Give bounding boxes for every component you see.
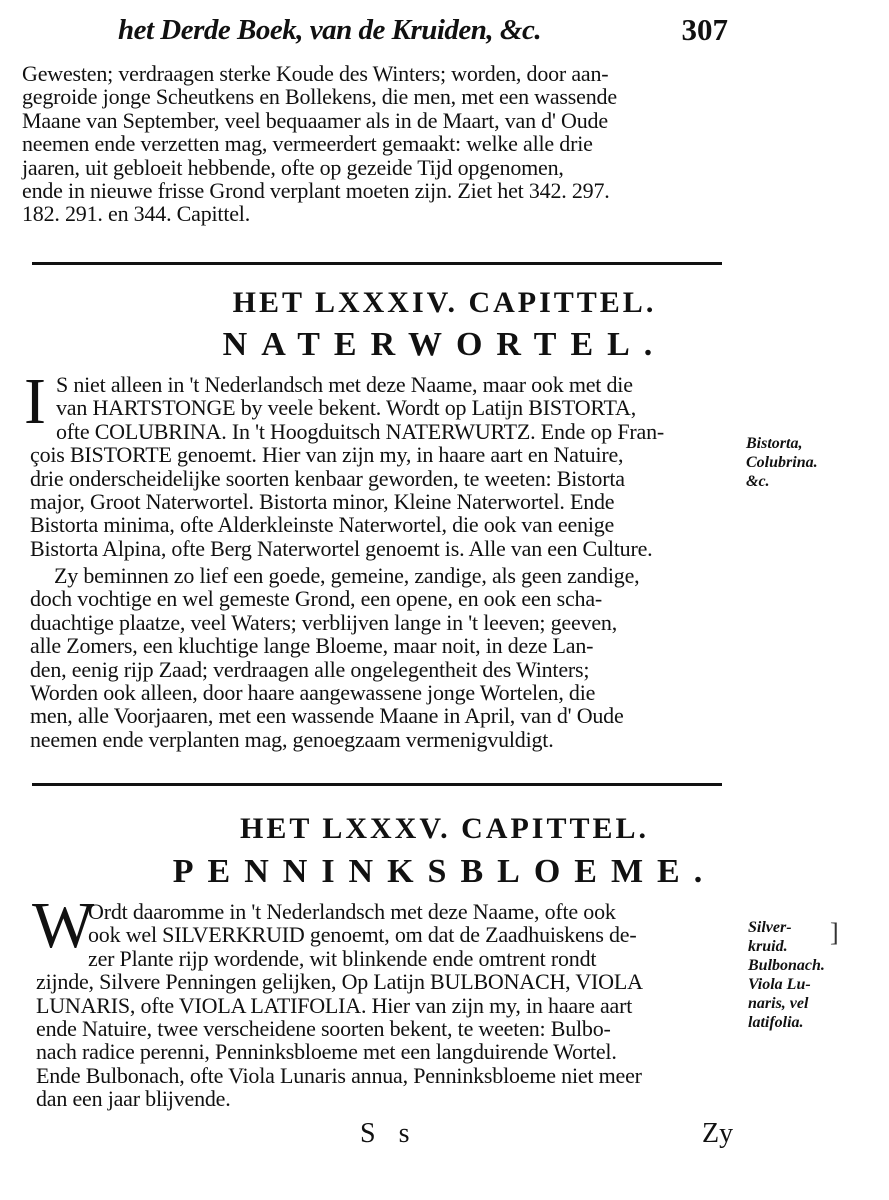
catchword: Zy: [702, 1118, 734, 1149]
text-line: S niet alleen in 't Nederlandsch met deze Naame, maar ook met die: [56, 372, 633, 397]
text-line: ofte COLUBRINA. In 't Hoogduitsch NATERWURTZ. Ende op Fran-: [56, 418, 664, 444]
margin-note-line: Viola Lu-: [748, 976, 811, 993]
margin-note-line: kruid.: [748, 938, 788, 955]
text-line: Gewesten; verdraagen sterke Koude des Winters; worden, door aan-: [22, 61, 609, 86]
text-line: ende Natuire, twee verscheidene soorten bekent, te weeten: Bulbo-: [36, 1016, 611, 1042]
text-line: duachtige plaatze, veel Waters; verblijven lange in 't leeven; geeven,: [30, 609, 618, 635]
text-line: neemen ende verplanten mag, genoegzaam vermenigvuldigt.: [30, 726, 554, 752]
text-line: Maane van September, veel bequaamer als in de Maart, van d' Oude: [22, 107, 608, 133]
chapter-85-heading: HET LXXXV. CAPITTEL.: [240, 812, 649, 845]
text-line: ende in nieuwe frisse Grond verplant moeten zijn. Ziet het 342. 297.: [22, 178, 610, 204]
chapter-84-title: NATERWORTEL.: [222, 326, 667, 363]
text-line: neemen ende verzetten mag, vermeerdert gemaakt: welke alle drie: [22, 131, 593, 157]
text-line: Bistorta minima, ofte Alderkleinste Naterwortel, die ook van eenige: [30, 512, 615, 538]
text-line: nach radice perenni, Penninksbloeme met een langduirende Wortel.: [36, 1039, 617, 1065]
chapter-85-title: PENNINKSBLOEME.: [172, 853, 717, 890]
chapter-84-dropcap: I: [24, 365, 46, 438]
text-line: Bistorta Alpina, ofte Berg Naterwortel genoemt is. Alle van een Culture.: [30, 535, 653, 561]
text-line: Ende Bulbonach, ofte Viola Lunaris annua, Penninksbloeme niet meer: [36, 1062, 642, 1088]
page-number: 307: [681, 12, 728, 47]
text-line: gegroide jonge Scheutkens en Bollekens, die men, met een wassende: [22, 84, 617, 110]
chapter-84-heading: HET LXXXIV. CAPITTEL.: [232, 286, 657, 319]
margin-note-line: Bulbonach.: [748, 957, 825, 974]
chapter-84-paragraph-1: [30, 373, 726, 560]
margin-note-line: Bistorta,: [746, 435, 803, 452]
margin-note-line: &c.: [746, 473, 770, 490]
text-line: çois BISTORTE genoemt. Hier van zijn my, in haare aart en Natuire,: [30, 442, 624, 468]
text-line: dan een jaar blijvende.: [36, 1086, 231, 1112]
text-line: drie onderscheidelijke soorten kenbaar geworden, te weeten: Bistorta: [30, 465, 625, 491]
text-line: Zy beminnen zo lief een goede, gemeine, zandige, als geen zandige,: [54, 563, 640, 588]
text-line: jaaren, uit gebloeit hebbende, ofte op gezeide Tijd opgenomen,: [22, 154, 564, 180]
text-line: Ordt daaromme in 't Nederlandsch met deze Naame, ofte ook: [88, 899, 616, 924]
margin-note-line: naris, vel: [748, 995, 809, 1012]
bracket-mark-icon: ]: [830, 918, 839, 947]
text-line: zijnde, Silvere Penningen gelijken, Op Latijn BULBONACH, VIOLA: [36, 969, 643, 995]
margin-note-line: Colubrina.: [746, 454, 818, 471]
intro-paragraph: [22, 62, 724, 226]
text-line: Worden ook alleen, door haare aangewassene jonge Wortelen, die: [30, 680, 596, 706]
text-line: alle Zomers, een kluchtige lange Bloeme, maar noit, in deze Lan-: [30, 633, 594, 659]
text-line: den, eenig rijp Zaad; verdraagen alle ongelegentheit des Winters;: [30, 656, 590, 682]
chapter-85-dropcap: W: [32, 889, 95, 962]
text-line: LUNARIS, ofte VIOLA LATIFOLIA. Hier van zijn my, in haare aart: [36, 992, 633, 1018]
text-line: 182. 291. en 344. Capittel.: [22, 201, 251, 227]
text-line: men, alle Voorjaaren, met een wassende Maane in April, van d' Oude: [30, 703, 624, 729]
margin-note-line: latifolia.: [748, 1014, 804, 1031]
text-line: ook wel SILVERKRUID genoemt, om dat de Zaadhuiskens de-: [88, 922, 637, 948]
section-divider: [32, 262, 722, 265]
chapter-85-margin-note: [748, 918, 825, 1032]
text-line: major, Groot Naterwortel. Bistorta minor, Kleine Naterwortel. Ende: [30, 489, 615, 515]
chapter-84-margin-note: [746, 434, 818, 491]
section-divider: [32, 783, 722, 786]
chapter-85-paragraph-1: [36, 900, 736, 1111]
running-head-title: het Derde Boek, van de Kruiden, &c.: [118, 14, 542, 46]
text-line: doch vochtige en wel gemeste Grond, een opene, en ook een scha-: [30, 586, 603, 612]
chapter-84-paragraph-2: [30, 564, 726, 751]
running-head: [118, 14, 728, 54]
margin-note-line: Silver-: [748, 919, 792, 936]
signature-mark: S s: [360, 1118, 418, 1149]
text-line: zer Plante rijp wordende, wit blinkende ende omtrent rondt: [88, 945, 597, 971]
text-line: van HARTSTONGE by veele bekent. Wordt op Latijn BISTORTA,: [56, 395, 637, 421]
